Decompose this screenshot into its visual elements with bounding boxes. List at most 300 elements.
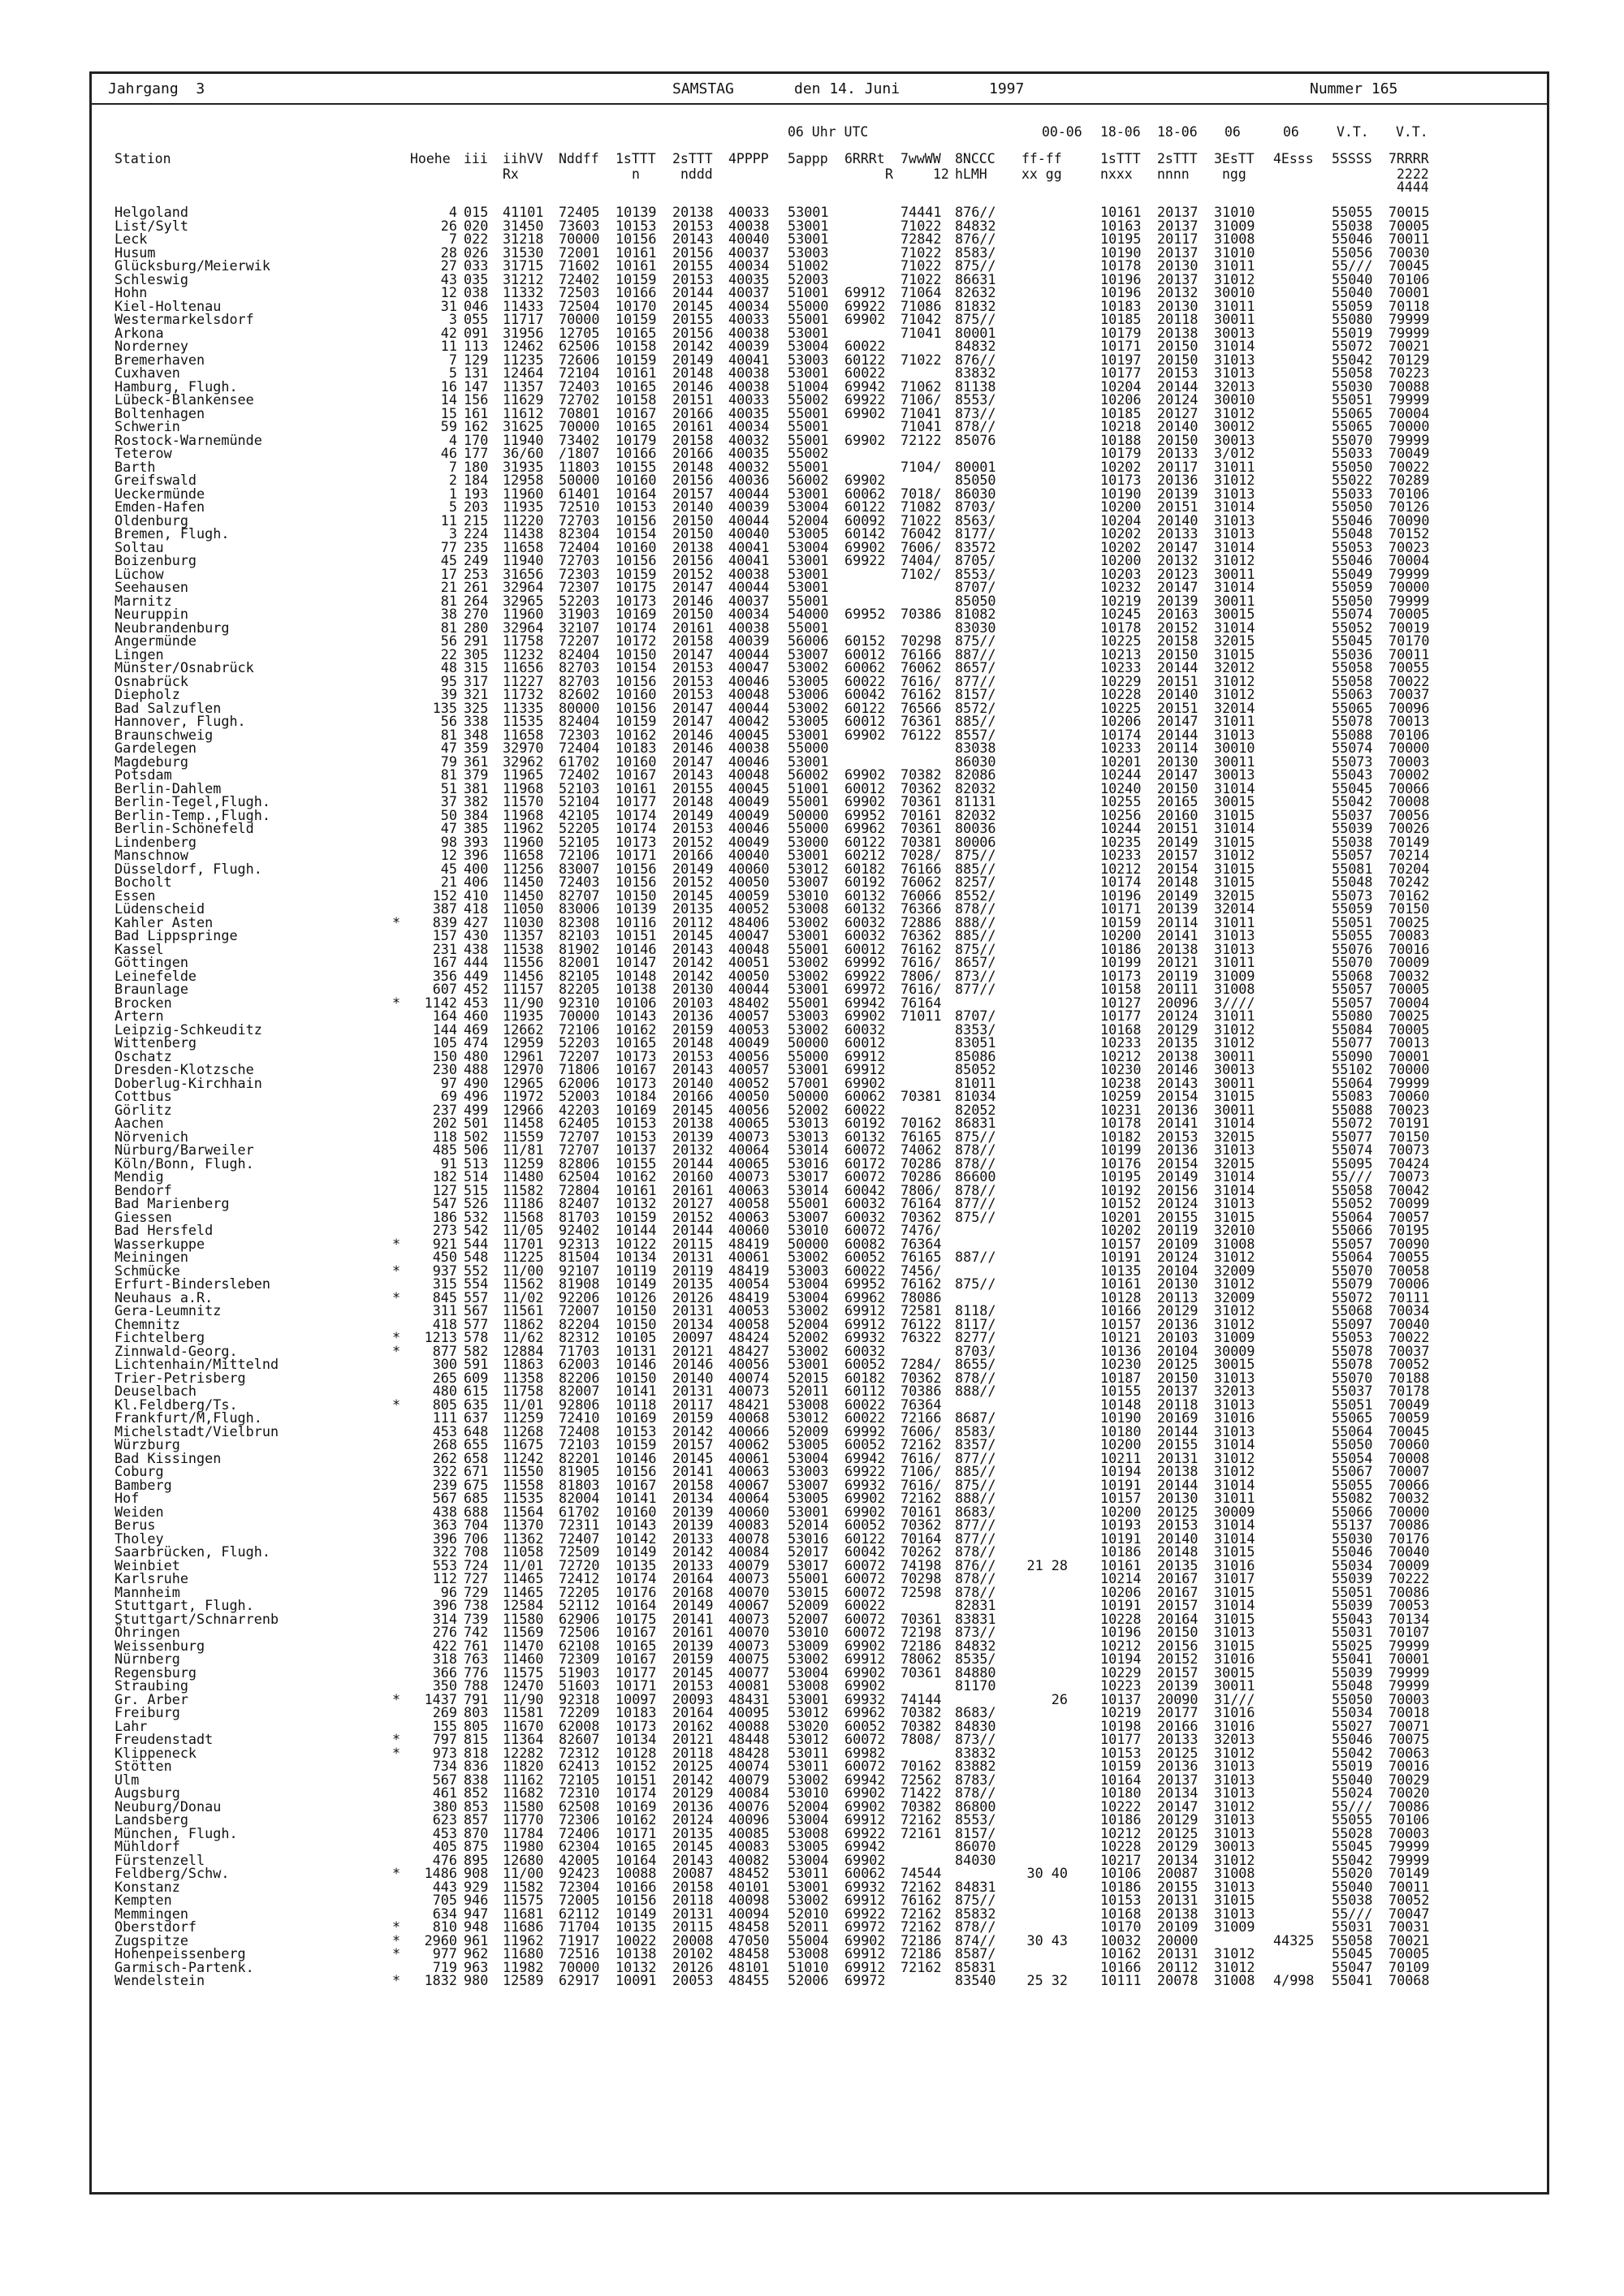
- group-temperature: 10174: [615, 1785, 657, 1801]
- group-ground: 30015: [1214, 1356, 1255, 1372]
- group-pressure: 48428: [728, 1744, 770, 1761]
- group-ground: 30011: [1214, 311, 1255, 327]
- group-weather: 7606/: [901, 538, 942, 555]
- group-clouds: 8587/: [955, 1945, 996, 1962]
- group-pressure: 40083: [728, 1838, 770, 1854]
- station-height: 453: [432, 1824, 457, 1841]
- group-precipitation: 60022: [844, 1396, 886, 1413]
- station-name: Kahler Asten: [114, 913, 214, 930]
- group-max-temp: 10159: [1100, 913, 1142, 930]
- group-nddff: 82703: [559, 672, 600, 689]
- group-max-temp: 10228: [1100, 1610, 1142, 1627]
- station-height: 315: [432, 1275, 457, 1292]
- group-clouds: 878//: [955, 1570, 996, 1586]
- group-min-temp: 20136: [1157, 1315, 1199, 1332]
- group-precip-total: 70071: [1389, 1717, 1430, 1734]
- group-sunshine: 55074: [1332, 1142, 1373, 1158]
- group-ihvv: 11820: [503, 1758, 544, 1774]
- station-name: Meiningen: [114, 1249, 188, 1265]
- group-ihvv: 31935: [503, 458, 544, 475]
- group-nddff: 72103: [559, 1436, 600, 1452]
- group-nddff: 71704: [559, 1918, 600, 1935]
- station-name: Lindenberg: [114, 833, 197, 850]
- station-height: 59: [440, 418, 457, 434]
- station-name: Berlin-Tegel,Flugh.: [114, 793, 270, 809]
- station-height: 547: [432, 1195, 457, 1211]
- group-weather: 71022: [901, 257, 942, 274]
- group-temperature: 10167: [615, 404, 657, 421]
- group-sunshine: 55088: [1332, 1101, 1373, 1118]
- nccc-subheader: hLMH: [955, 166, 987, 182]
- group-nddff: 81703: [559, 1208, 600, 1225]
- group-clouds: 878//: [955, 1181, 996, 1198]
- group-max-temp: 10222: [1100, 1798, 1142, 1815]
- group-precip-total: 70059: [1389, 1409, 1430, 1426]
- group-precipitation: 60032: [844, 1342, 886, 1359]
- group-max-temp: 10196: [1100, 1624, 1142, 1640]
- group-min-temp: 20155: [1157, 1208, 1199, 1225]
- station-id: 488: [464, 1061, 489, 1077]
- group-ground: 31///: [1214, 1690, 1255, 1707]
- group-ihvv: 11450: [503, 874, 544, 890]
- group-ihvv: 11235: [503, 351, 544, 368]
- group-max-temp: 10179: [1100, 445, 1142, 461]
- group-temperature: 10154: [615, 525, 657, 542]
- group-precip-total: 70150: [1389, 900, 1430, 917]
- group-tendency: 53004: [788, 1811, 829, 1828]
- group-tendency: 53002: [788, 1249, 829, 1265]
- group-sunshine: 55079: [1332, 1275, 1373, 1292]
- group-ground: 31011: [1214, 1008, 1255, 1024]
- group-temperature: 10162: [615, 726, 657, 743]
- group-weather: 71022: [901, 351, 942, 368]
- group-ihvv: 31530: [503, 244, 544, 261]
- group-max-temp: 10032: [1100, 1931, 1142, 1949]
- group-min-temp: 20133: [1157, 1731, 1199, 1747]
- hoehe-header: Hoehe: [410, 151, 451, 166]
- group-clouds: 80001: [955, 458, 996, 475]
- group-sunshine: 55058: [1332, 365, 1373, 381]
- group-max-temp: 10213: [1100, 645, 1142, 662]
- group-clouds: 83051: [955, 1034, 996, 1051]
- group-ihvv: 11465: [503, 1570, 544, 1586]
- group-weather: 76164: [901, 994, 942, 1011]
- estt-header: 3EsTT: [1214, 151, 1255, 166]
- group-sunshine: 55056: [1332, 244, 1373, 261]
- group-ihvv: 12462: [503, 338, 544, 354]
- group-nddff: 72606: [559, 351, 600, 368]
- station-name: Bad Kissingen: [114, 1449, 222, 1466]
- group-temperature: 10147: [615, 954, 657, 970]
- group-precipitation: 60152: [844, 632, 886, 649]
- group-precipitation: 69932: [844, 1690, 886, 1707]
- group-tendency: 51001: [788, 779, 829, 796]
- group-dewpoint: 20142: [672, 954, 714, 970]
- group-ground: 31012: [1214, 686, 1255, 702]
- bulletin-header: [92, 80, 1547, 101]
- group-sunshine: 55070: [1332, 1369, 1373, 1386]
- station-name: Lüdenscheid: [114, 900, 205, 917]
- group-precipitation: 60022: [844, 1597, 886, 1613]
- station-height: 810: [432, 1918, 457, 1935]
- group-pressure: 40034: [728, 297, 770, 314]
- group-ground: 31015: [1214, 1610, 1255, 1627]
- station-name: Neuburg/Donau: [114, 1798, 222, 1815]
- group-ihvv: 11465: [503, 1583, 544, 1600]
- sappp-header: 5appp: [788, 151, 828, 166]
- station-name: Mendig: [114, 1168, 164, 1185]
- group-max-temp: 10171: [1100, 900, 1142, 917]
- group-pressure: 40045: [728, 726, 770, 743]
- group-gusts: 30 43: [1026, 1931, 1068, 1949]
- group-nddff: 82204: [559, 1315, 600, 1332]
- station-id: 325: [464, 699, 489, 716]
- station-name: Greifswald: [114, 472, 197, 488]
- group-ground: 31015: [1214, 1892, 1255, 1908]
- group-clouds: 82032: [955, 779, 996, 796]
- group-weather: 70382: [901, 766, 942, 783]
- station-name: Westermarkelsdorf: [114, 311, 254, 327]
- group-precipitation: 60022: [844, 1101, 886, 1118]
- group-nddff: 81908: [559, 1275, 600, 1292]
- station-id: 410: [464, 887, 489, 904]
- group-precip-total: 70424: [1389, 1154, 1430, 1172]
- group-precip-total: 70037: [1389, 1342, 1430, 1359]
- group-ihvv: 11/81: [503, 1142, 544, 1158]
- group-pressure: 40048: [728, 766, 770, 783]
- page-frame: [89, 71, 1549, 2195]
- group-sunshine: 55033: [1332, 445, 1373, 461]
- group-precip-total: 70009: [1389, 1556, 1430, 1573]
- group-dewpoint: 20097: [672, 1329, 714, 1345]
- group-max-temp: 10121: [1100, 1329, 1142, 1345]
- group-nddff: 72407: [559, 1530, 600, 1547]
- group-clouds: 84830: [955, 1717, 996, 1734]
- group-max-temp: 10135: [1100, 1262, 1142, 1279]
- group-weather: 74544: [901, 1865, 942, 1881]
- group-ground: 31014: [1214, 1181, 1255, 1198]
- group-pressure: 48458: [728, 1945, 770, 1962]
- group-ihvv: 11232: [503, 645, 544, 662]
- station-name: Erfurt-Bindersleben: [114, 1275, 270, 1292]
- group-ihvv: 11686: [503, 1918, 544, 1935]
- group-min-temp: 20158: [1157, 632, 1199, 649]
- group-max-temp: 10233: [1100, 1034, 1142, 1051]
- group-dewpoint: 20147: [672, 699, 714, 716]
- group-ihvv: 11/62: [503, 1329, 544, 1345]
- group-ground: 31016: [1214, 1717, 1255, 1734]
- group-tendency: 53001: [788, 565, 829, 582]
- group-weather: 76122: [901, 726, 942, 743]
- group-dewpoint: 20166: [672, 445, 714, 461]
- group-tendency: 53005: [788, 1436, 829, 1452]
- group-max-temp: 10155: [1100, 1383, 1142, 1399]
- group-precip-total: 70004: [1389, 994, 1430, 1011]
- group-precipitation: 60032: [844, 913, 886, 930]
- group-temperature: 10139: [615, 900, 657, 917]
- group-gusts: 26: [1051, 1690, 1068, 1707]
- group-dewpoint: 20155: [672, 257, 714, 274]
- group-temperature: 10165: [615, 1838, 657, 1854]
- group-ihvv: 11784: [503, 1824, 544, 1841]
- group-min-temp: 20144: [1157, 378, 1199, 395]
- station-name: Braunschweig: [114, 726, 214, 743]
- station-id: 578: [464, 1329, 489, 1345]
- group-ihvv: 31218: [503, 231, 544, 247]
- group-max-temp: 10231: [1100, 1101, 1142, 1118]
- group-sunshine: 55081: [1332, 860, 1373, 877]
- group-clouds: 84832: [955, 1637, 996, 1654]
- group-ihvv: 11681: [503, 1905, 544, 1922]
- group-precip-total: 70090: [1389, 1235, 1430, 1252]
- group-ihvv: 11550: [503, 1463, 544, 1479]
- group-precip-total: 70049: [1389, 1396, 1430, 1413]
- group-nddff: 72703: [559, 552, 600, 568]
- station-id: 791: [464, 1690, 489, 1707]
- station-id: 526: [464, 1195, 489, 1211]
- station-id: 253: [464, 565, 489, 582]
- ffff-header: ff-ff: [1021, 151, 1062, 166]
- group-sunshine: 55070: [1332, 954, 1373, 970]
- group-ihvv: 11559: [503, 1128, 544, 1145]
- station-id: 724: [464, 1556, 489, 1573]
- group-sunshine: 55084: [1332, 1021, 1373, 1038]
- station-name: Norderney: [114, 338, 188, 354]
- group-dewpoint: 20144: [672, 1222, 714, 1238]
- group-temperature: 10155: [615, 1154, 657, 1172]
- station-height: 7: [448, 231, 457, 247]
- tttn-subheader: nnnn: [1157, 166, 1190, 182]
- station-name: Berlin-Schönefeld: [114, 820, 254, 836]
- group-min-temp: 20138: [1157, 324, 1199, 341]
- station-name: Hannover, Flugh.: [114, 713, 246, 729]
- group-sunshine: 55051: [1332, 391, 1373, 408]
- group-ihvv: 11962: [503, 1931, 544, 1949]
- group-precip-total: 70052: [1389, 1892, 1430, 1908]
- group-max-temp: 10217: [1100, 1851, 1142, 1868]
- group-clouds: 876//: [955, 204, 996, 220]
- group-precipitation: 69922: [844, 552, 886, 568]
- station-name: Brocken: [114, 994, 172, 1011]
- group-clouds: 83540: [955, 1972, 996, 1988]
- group-tendency: 55001: [788, 1195, 829, 1211]
- group-dewpoint: 20136: [672, 1008, 714, 1024]
- group-dewpoint: 20143: [672, 940, 714, 957]
- group-pressure: 48427: [728, 1342, 770, 1359]
- group-ihvv: 11538: [503, 940, 544, 957]
- station-id: 384: [464, 806, 489, 823]
- station-id: 929: [464, 1878, 489, 1895]
- group-ihvv: 31656: [503, 565, 544, 582]
- group-clouds: 878//: [955, 1543, 996, 1560]
- group-sunshine: 55066: [1332, 1222, 1373, 1238]
- group-ihvv: 11770: [503, 1811, 544, 1828]
- group-ground: 30010: [1214, 284, 1255, 300]
- group-precipitation: 69902: [844, 472, 886, 488]
- group-dewpoint: 20153: [672, 686, 714, 702]
- group-sunshine: 55///: [1332, 1168, 1373, 1185]
- group-clouds: 86030: [955, 485, 996, 502]
- group-clouds: 86831: [955, 1115, 996, 1131]
- group-pressure: 40064: [728, 1490, 770, 1506]
- station-height: 268: [432, 1436, 457, 1452]
- group-precipitation: 60182: [844, 1369, 886, 1386]
- station-id: 203: [464, 498, 489, 515]
- group-pressure: 40046: [728, 672, 770, 689]
- group-precip-total: 70003: [1389, 1824, 1430, 1841]
- group-temperature: 10162: [615, 1021, 657, 1038]
- wwww-subheader: 12: [933, 166, 949, 182]
- station-id: 348: [464, 726, 489, 743]
- group-pressure: 40053: [728, 1302, 770, 1318]
- group-sunshine: 55055: [1332, 204, 1373, 220]
- group-max-temp: 10196: [1100, 270, 1142, 287]
- group-precipitation: 60132: [844, 900, 886, 917]
- station-id: 870: [464, 1824, 489, 1841]
- station-name: Potsdam: [114, 766, 172, 783]
- group-temperature: 10106: [615, 994, 657, 1011]
- group-min-temp: 20139: [1157, 1677, 1199, 1694]
- group-tendency: 53007: [788, 645, 829, 662]
- station-height: 845: [432, 1288, 457, 1306]
- group-max-temp: 10202: [1100, 1222, 1142, 1238]
- group-nddff: 82806: [559, 1154, 600, 1172]
- group-precipitation: 69942: [844, 1838, 886, 1854]
- group-ihvv: 11225: [503, 1249, 544, 1265]
- station-name: Stuttgart/Schnarrenb: [114, 1610, 279, 1627]
- group-nddff: 72207: [559, 632, 600, 649]
- group-nddff: 52203: [559, 592, 600, 609]
- group-weather: 76164: [901, 1195, 942, 1211]
- group-precip-total: 70086: [1389, 1583, 1430, 1600]
- station-name: Bad Marienberg: [114, 1195, 230, 1211]
- station-height: 56: [440, 713, 457, 729]
- group-dewpoint: 20153: [672, 270, 714, 287]
- group-clouds: 86800: [955, 1798, 996, 1815]
- group-sunshine: 55036: [1332, 645, 1373, 662]
- group-ihvv: 11580: [503, 1798, 544, 1815]
- group-ground: 31013: [1214, 1878, 1255, 1895]
- group-pressure: 40070: [728, 1624, 770, 1640]
- group-clouds: 888//: [955, 1383, 996, 1399]
- group-weather: 70162: [901, 1758, 942, 1774]
- group-ground: 31012: [1214, 1315, 1255, 1332]
- group-ihvv: 11968: [503, 806, 544, 823]
- group-min-temp: 20150: [1157, 431, 1199, 448]
- group-weather: 74144: [901, 1690, 942, 1707]
- group-precip-total: 70073: [1389, 1142, 1430, 1158]
- t2-header: 2sTTT: [672, 151, 713, 166]
- station-name: Barth: [114, 458, 156, 475]
- station-height: 705: [432, 1892, 457, 1908]
- group-tendency: 53001: [788, 927, 829, 943]
- station-name: Oldenburg: [114, 511, 188, 529]
- station-id: 129: [464, 351, 489, 368]
- group-dewpoint: 20156: [672, 324, 714, 341]
- group-pressure: 40065: [728, 1154, 770, 1172]
- group-nddff: 71703: [559, 1342, 600, 1359]
- group-min-temp: 20109: [1157, 1918, 1199, 1935]
- station-height: 356: [432, 967, 457, 984]
- group-dewpoint: 20152: [672, 833, 714, 850]
- group-precip-total: 70214: [1389, 847, 1430, 863]
- mountain-marker: *: [392, 1342, 401, 1359]
- group-dewpoint: 20168: [672, 1583, 714, 1600]
- station-height: 567: [432, 1771, 457, 1788]
- group-ground: 31012: [1214, 672, 1255, 689]
- group-nddff: 62006: [559, 1074, 600, 1091]
- group-clouds: 878//: [955, 1785, 996, 1801]
- station-height: 22: [440, 645, 457, 662]
- group-tendency: 53005: [788, 525, 829, 542]
- group-sunshine: 55041: [1332, 1972, 1373, 1988]
- group-ground: 31012: [1214, 1958, 1255, 1975]
- group-precipitation: 60192: [844, 1115, 886, 1131]
- group-precipitation: 69942: [844, 994, 886, 1011]
- group-sunshine: 55039: [1332, 1597, 1373, 1613]
- group-pressure: 40041: [728, 552, 770, 568]
- group-pressure: 40052: [728, 1074, 770, 1091]
- group-tendency: 53002: [788, 1302, 829, 1318]
- group-ihvv: 11/90: [503, 994, 544, 1011]
- group-max-temp: 10225: [1100, 699, 1142, 716]
- group-ihvv: 11960: [503, 606, 544, 622]
- group-ground: 31015: [1214, 645, 1255, 662]
- station-height: 95: [440, 672, 457, 689]
- group-precipitation: 69952: [844, 1275, 886, 1292]
- group-min-temp: 20135: [1157, 1034, 1199, 1051]
- station-name: Stötten: [114, 1758, 172, 1774]
- group-tendency: 53008: [788, 1824, 829, 1841]
- group-clouds: 8563/: [955, 511, 996, 529]
- group-temperature: 10169: [615, 1798, 657, 1815]
- group-nddff: 51603: [559, 1677, 600, 1694]
- group-temperature: 10165: [615, 324, 657, 341]
- group-sunshine: 55053: [1332, 538, 1373, 555]
- station-id: 635: [464, 1396, 489, 1413]
- group-nddff: 52103: [559, 779, 600, 796]
- group-temperature: 10153: [615, 217, 657, 234]
- group-precipitation: 60072: [844, 1758, 886, 1774]
- group-sunshine: 55059: [1332, 900, 1373, 917]
- group-weather: 72598: [901, 1583, 942, 1600]
- station-name: Arkona: [114, 324, 164, 341]
- station-height: 363: [432, 1517, 457, 1533]
- station-height: 977: [432, 1945, 457, 1962]
- group-ground: 31012: [1214, 1851, 1255, 1868]
- station-height: 77: [440, 538, 457, 555]
- group-pressure: 40044: [728, 645, 770, 662]
- group-dewpoint: 20142: [672, 967, 714, 984]
- group-min-temp: 20135: [1157, 1556, 1199, 1573]
- group-tendency: 53016: [788, 1530, 829, 1547]
- group-tendency: 53001: [788, 579, 829, 595]
- station-id: 444: [464, 954, 489, 970]
- group-nddff: 82004: [559, 1490, 600, 1506]
- group-weather: 70381: [901, 1088, 942, 1104]
- group-pressure: 40085: [728, 1824, 770, 1841]
- group-pressure: 40038: [728, 378, 770, 395]
- group-precipitation: 60122: [844, 351, 886, 368]
- group-max-temp: 10233: [1100, 659, 1142, 675]
- group-ground: 30013: [1214, 431, 1255, 448]
- group-precip-total: 79999: [1389, 565, 1430, 582]
- group-sunshine: 55030: [1332, 378, 1373, 395]
- group-max-temp: 10168: [1100, 1021, 1142, 1038]
- group-sunshine: 55137: [1332, 1517, 1373, 1533]
- group-ihvv: 11582: [503, 1878, 544, 1895]
- group-pressure: 40039: [728, 632, 770, 649]
